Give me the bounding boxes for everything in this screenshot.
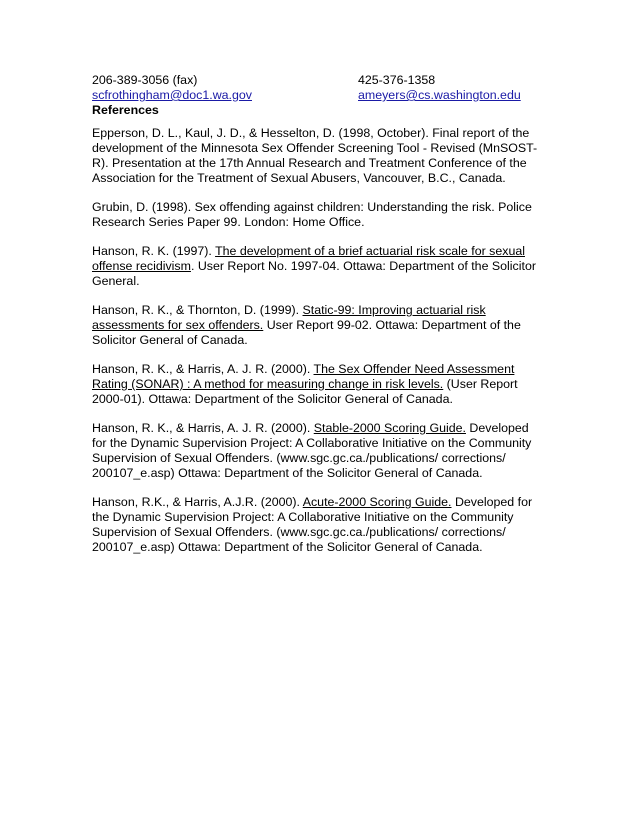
reference-details: Developed for the Dynamic Supervision Project: A Collaborative Initiative on the Community Supervision of Sexual Offenders. (www.sgc.gc.ca./publications/ corrections/ 200107_e.asp) Ottawa: Department of the Solicitor General of Canada. (92, 495, 533, 554)
reference-text: Hanson, R. K., & Harris, A. J. R. (2000). (92, 362, 314, 376)
references-heading: References (92, 103, 159, 117)
left-phone: 206-389-3056 (fax) (92, 73, 198, 87)
reference-item (92, 421, 542, 481)
reference-item (92, 244, 542, 289)
reference-title: Stable-2000 Scoring Guide. (313, 421, 466, 435)
reference-text: Hanson, R.K., & Harris, A.J.R. (2000). (92, 495, 303, 509)
reference-title: Acute-2000 Scoring Guide. (302, 495, 452, 509)
reference-details: Developed for the Dynamic Supervision Project: A Collaborative Initiative on the Community Supervision of Sexual Offenders. (www.sgc.gc.ca./publications/ corrections/ 200107_e.asp) Ottawa: Department of the Solicitor General of Canada. (92, 421, 532, 480)
reference-item (92, 126, 542, 186)
reference-text: Hanson, R. K. (1997). (92, 244, 216, 258)
reference-title: The Sex Offender Need Assessment Rating (SONAR) : A method for measuring change in risk levels. (92, 362, 515, 391)
reference-text: Hanson, R. K., & Thornton, D. (1999). (92, 303, 303, 317)
reference-text: Epperson, D. L., Kaul, J. D., & Hesselton, D. (1998, October). Final report of the development of the Minnesota Sex Offender Screening Tool - Revised (MnSOST-R). Presentation at the 17th Annual Research and Treatment Conference of the Association for the Treatment of Sexual Abusers, Vancouver, B.C., Canada. (92, 126, 538, 185)
reference-title: Static-99: Improving actuarial risk assessments for sex offenders. (92, 303, 486, 332)
reference-item (92, 495, 542, 555)
reference-item (92, 200, 542, 230)
reference-details: . User Report No. 1997-04. Ottawa: Department of the Solicitor General. (92, 259, 536, 288)
reference-text: Grubin, D. (1998). Sex offending against children: Understanding the risk. Police Research Series Paper 99. London: Home Office. (92, 200, 532, 229)
reference-text: Hanson, R. K., & Harris, A. J. R. (2000). (92, 421, 314, 435)
contact-phone-row (92, 73, 542, 88)
contact-email-row (92, 88, 542, 103)
reference-title: The development of a brief actuarial risk scale for sexual offense recidivism (92, 244, 525, 273)
right-phone: 425-376-1358 (358, 73, 436, 87)
reference-details: User Report 99-02. Ottawa: Department of the Solicitor General of Canada. (92, 318, 521, 347)
left-email-link[interactable]: scfrothingham@doc1.wa.gov (92, 88, 252, 102)
reference-item (92, 303, 542, 348)
reference-item (92, 362, 542, 407)
reference-details: (User Report 2000-01). Ottawa: Department of the Solicitor General of Canada. (92, 377, 518, 406)
right-email-link[interactable]: ameyers@cs.washington.edu (358, 88, 521, 102)
document-page (92, 73, 542, 569)
